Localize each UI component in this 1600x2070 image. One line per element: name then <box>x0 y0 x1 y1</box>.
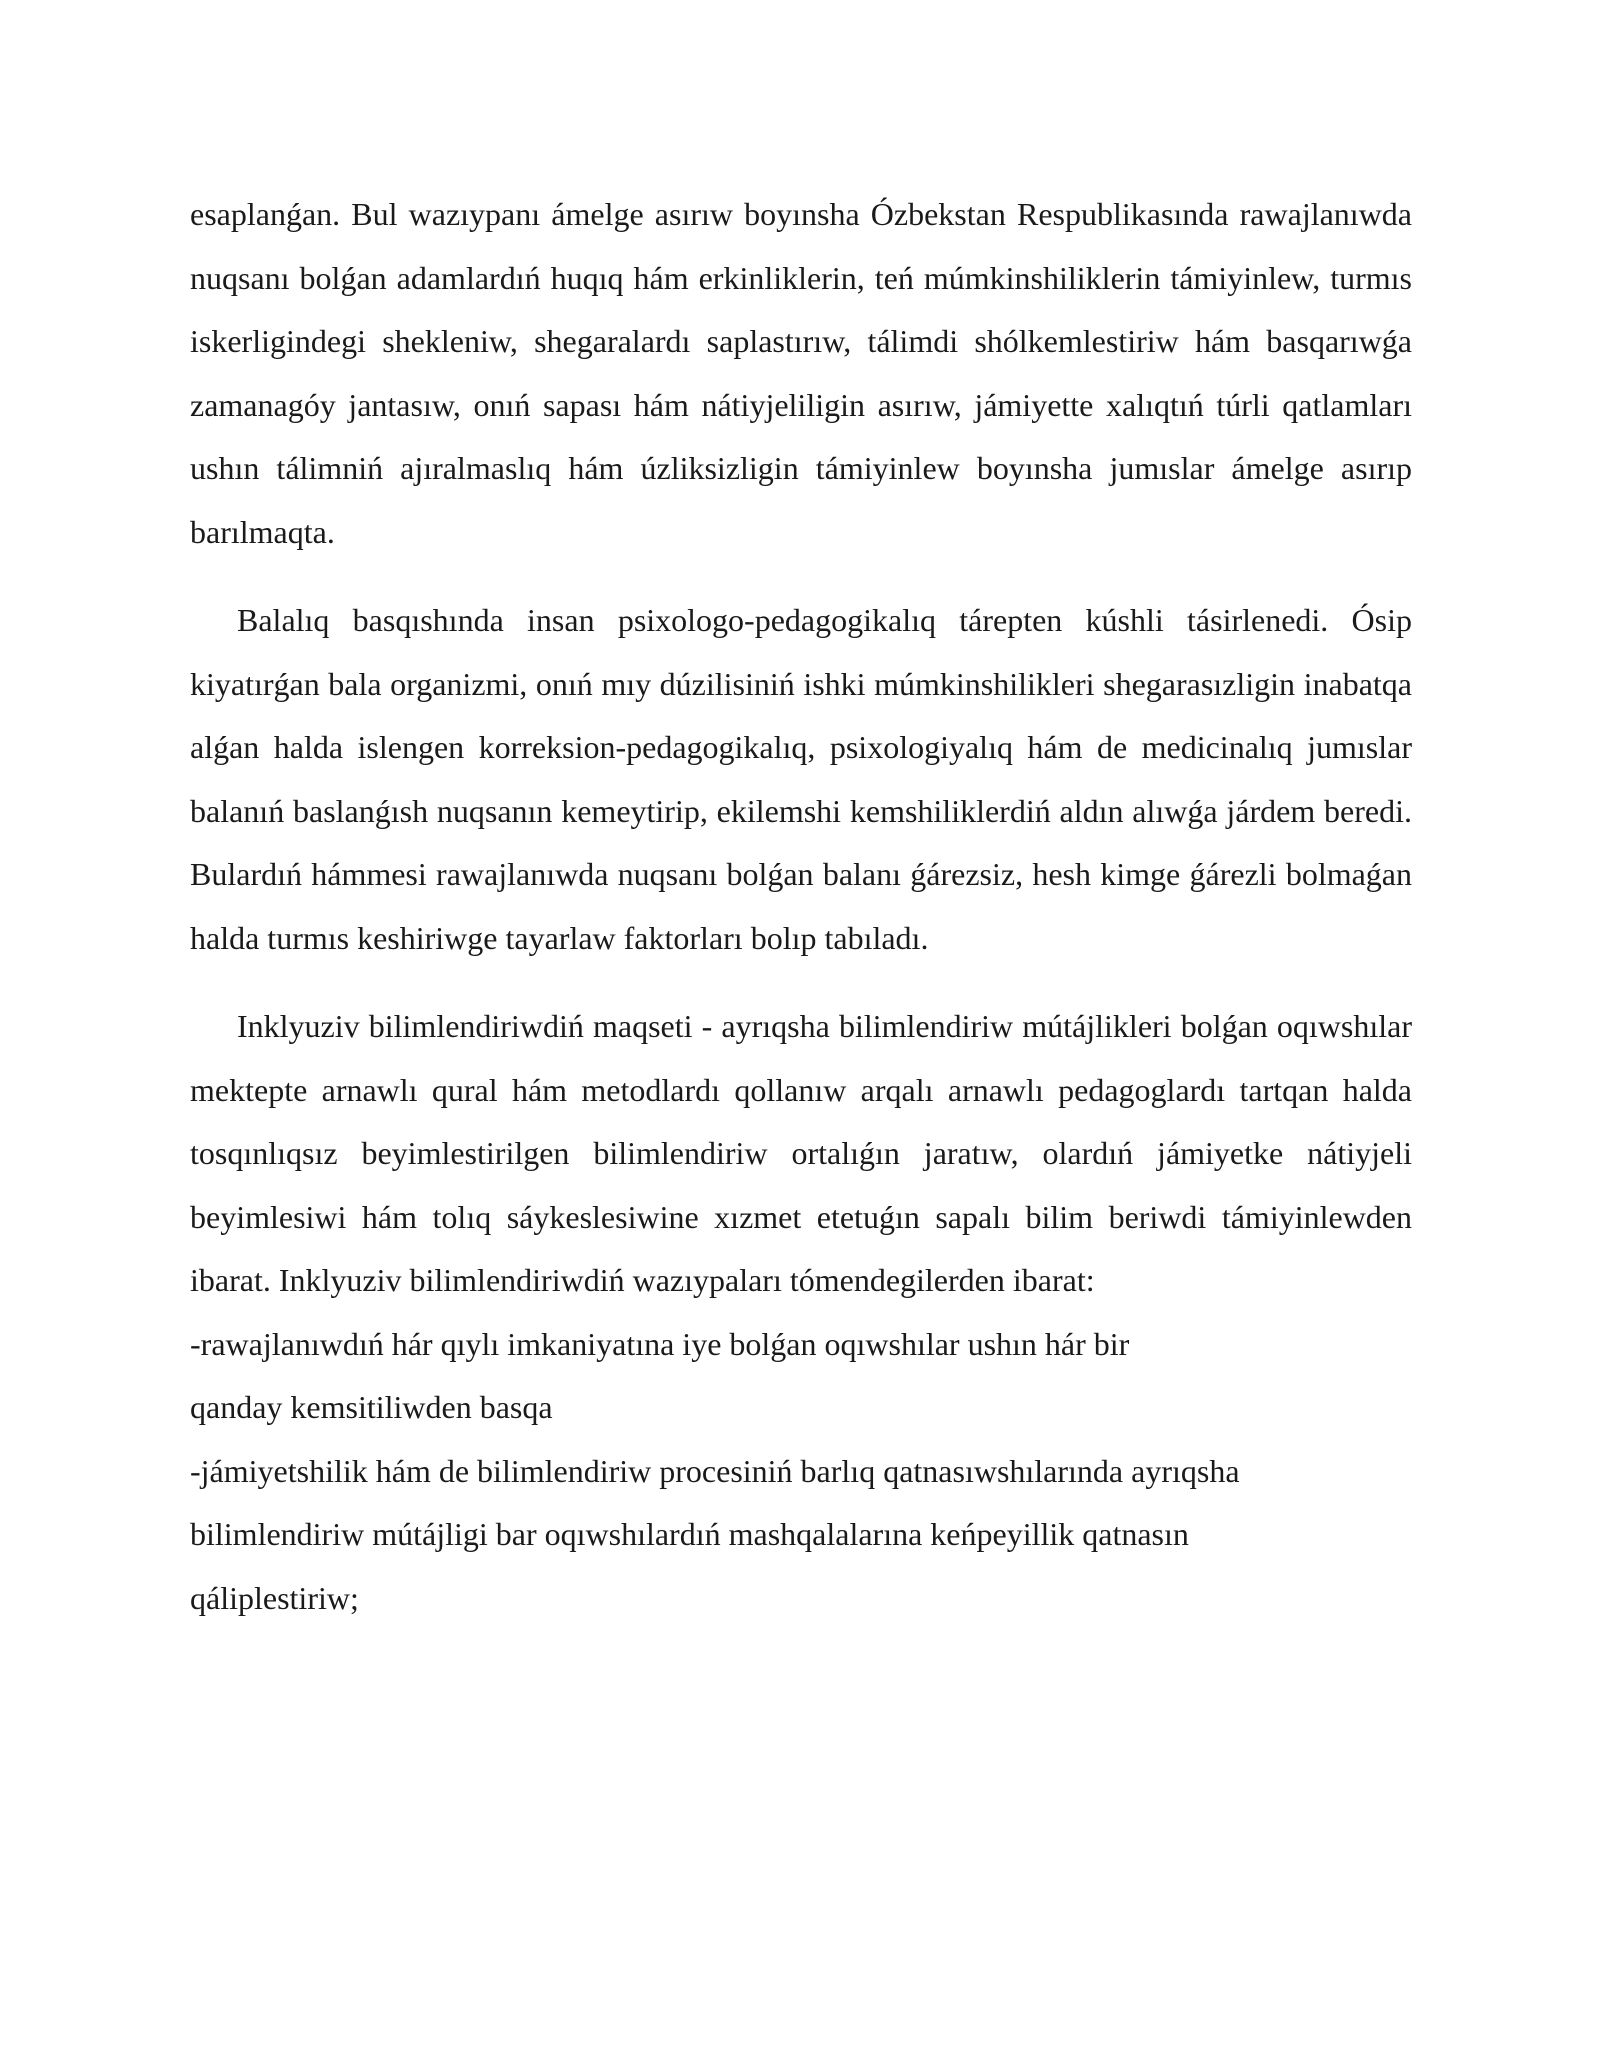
list-item-2-line-3: qáliplestiriw; <box>190 1579 359 1616</box>
list-item-1-line-1: -rawajlanıwdıń hár qıylı imkaniyatına iye bolǵan oqıwshılar ushın hár bir <box>190 1325 1130 1362</box>
list-item-2 <box>190 1440 1412 1631</box>
paragraph-3: Inklyuziv bilimlendiriwdiń maqseti - ayrıqsha bilimlendiriw mútájlikleri bolǵan oqıwshılar mektepte arnawlı qural hám metodlardı qollanıw arqalı arnawlı pedagoglardı tartqan halda tosqınlıqsız beyimlestirilgen bilimlendiriw ortalıǵın jaratıw, olardıń jámiyetke nátiyjeli beyimlesiwi hám tolıq sáykeslesiwine xızmet etetuǵın sapalı bilim beriwdi támiyinlewden ibarat. Inklyuziv bilimlendiriwdiń wazıypaları tómendegilerden ibarat: <box>190 1008 1412 1298</box>
document-page <box>190 183 1412 1630</box>
list-item-1-line-2: qanday kemsitiliwden basqa <box>190 1389 553 1425</box>
paragraph-2: Balalıq basqıshında insan psixologo-pedagogikalıq tárepten kúshli tásirlenedi. Ósip kiyatırǵan bala organizmi, onıń mıy dúzilisiniń ishki múmkinshilikleri shegarasızligin inabatqa alǵan halda islengen korreksion-pedagogikalıq, psixologiyalıq hám de medicinalıq jumıslar balanıń baslanǵısh nuqsanın kemeytirip, ekilemshi kemshiliklerdiń aldın alıwǵa járdem beredi. Bulardıń hámmesi rawajlanıwda nuqsanı bolǵan balanı ǵárezsiz, hesh kimge ǵárezli bolmaǵan halda turmıs keshiriwge tayarlaw faktorları bolıp tabıladı. <box>190 602 1412 956</box>
list-item-2-line-2: bilimlendiriw mútájligi bar oqıwshılardıń mashqalalarına keńpeyillik qatnasın <box>190 1516 1189 1552</box>
paragraph-1: esaplanǵan. Bul wazıypanı ámelge asırıw boyınsha Ózbekstan Respublikasında rawajlanıwda nuqsanı bolǵan adamlardıń huqıq hám erkinliklerin, teń múmkinshiliklerin támiyinlew, turmıs iskerligindegi shekleniw, shegaralardı saplastırıw, tálimdi shólkemlestiriw hám basqarıwǵa zamanagóy jantasıw, onıń sapası hám nátiyjeliligin asırıw, jámiyette xalıqtıń túrli qatlamları ushın tálimniń ajıralmaslıq hám úzliksizligin támiyinlew boyınsha jumıslar ámelge asırıp barılmaqta. <box>190 196 1412 550</box>
list-item-1 <box>190 1313 1412 1440</box>
list-item-2-line-1: -jámiyetshilik hám de bilimlendiriw procesiniń barlıq qatnasıwshılarında ayrıqsha <box>190 1452 1240 1489</box>
